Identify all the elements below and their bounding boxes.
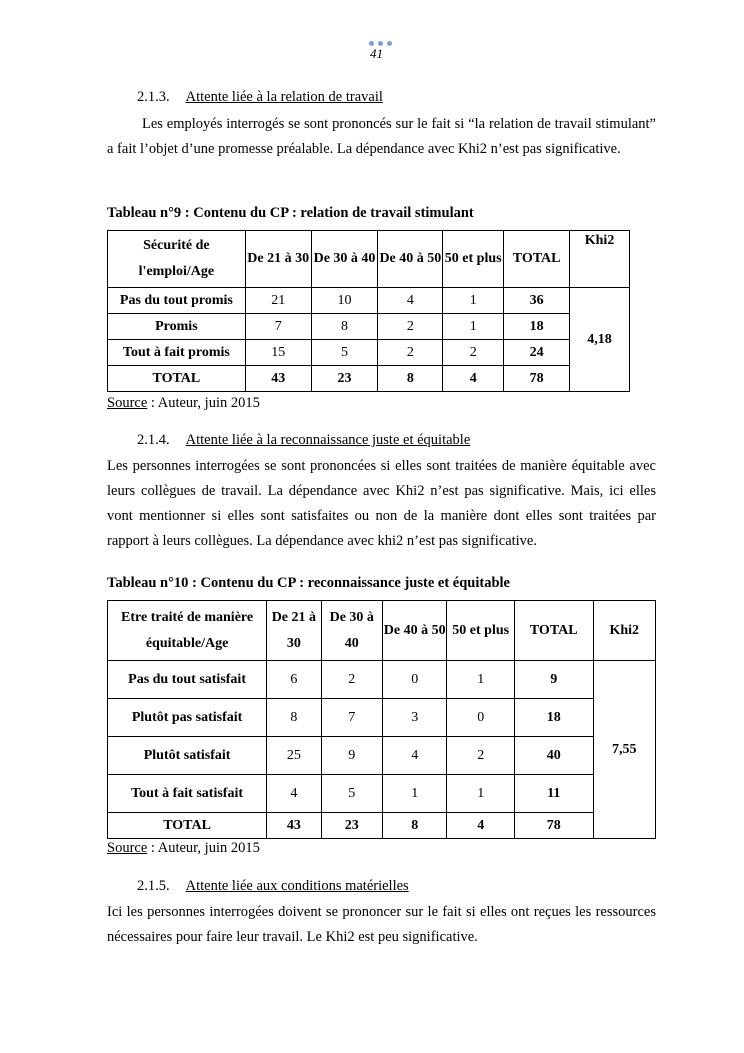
table-9-caption: Tableau n°9 : Contenu du CP : relation de travail stimulant	[107, 205, 474, 221]
header-cell: De 30 à 40	[311, 231, 378, 288]
header-cell: TOTAL	[514, 601, 593, 661]
row-label: TOTAL	[108, 813, 267, 839]
table-9-source	[107, 395, 260, 412]
table-cell: 1	[443, 288, 504, 314]
source-label: Source	[107, 840, 148, 856]
table-10-source	[107, 840, 260, 857]
table-cell: 2	[378, 314, 443, 340]
table-row	[108, 699, 656, 737]
khi2-value: 7,55	[593, 661, 656, 839]
table-cell: 23	[311, 366, 378, 392]
table-cell: 1	[447, 661, 514, 699]
table-cell: 0	[447, 699, 514, 737]
table-row	[108, 340, 630, 366]
table-cell: 0	[382, 661, 446, 699]
table-cell: 4	[443, 366, 504, 392]
row-label: Plutôt pas satisfait	[108, 699, 267, 737]
section-paragraph-2-1-5: Ici les personnes interrogées doivent se prononcer sur le fait si elles ont reçues les ressources nécessaires pour faire leur travail. Le Khi2 est peu significative.	[107, 904, 656, 945]
section-number: 2.1.3.	[137, 89, 170, 105]
source-text: : Auteur, juin 2015	[147, 840, 260, 856]
header-cell: De 40 à 50	[382, 601, 446, 661]
table-total-row	[108, 366, 630, 392]
table-10-caption: Tableau n°10 : Contenu du CP : reconnaissance juste et équitable	[107, 575, 510, 591]
table-cell: 2	[378, 340, 443, 366]
section-heading-2-1-3	[137, 89, 383, 106]
table-cell: 6	[267, 661, 321, 699]
section-number: 2.1.4.	[137, 432, 170, 448]
table-row	[108, 775, 656, 813]
table-cell: 23	[321, 813, 382, 839]
table-cell: 2	[321, 661, 382, 699]
table-cell: 43	[245, 366, 311, 392]
table-cell: 7	[321, 699, 382, 737]
row-total: 40	[514, 737, 593, 775]
table-cell: 1	[382, 775, 446, 813]
row-label: Plutôt satisfait	[108, 737, 267, 775]
row-label: Tout à fait satisfait	[108, 775, 267, 813]
table-cell: 2	[447, 737, 514, 775]
row-total: 18	[504, 314, 570, 340]
section-title: Attente liée à la reconnaissance juste et équitable	[185, 432, 471, 448]
row-total: 78	[514, 813, 593, 839]
header-cell: Etre traité de manière équitable/Age	[108, 601, 267, 661]
section-heading-2-1-4	[137, 432, 470, 449]
row-total: 11	[514, 775, 593, 813]
header-cell: De 21 à 30	[245, 231, 311, 288]
table-cell: 8	[311, 314, 378, 340]
row-label: Tout à fait promis	[108, 340, 246, 366]
section-title: Attente liée à la relation de travail	[185, 89, 383, 105]
table-cell: 1	[447, 775, 514, 813]
table-cell: 2	[443, 340, 504, 366]
table-cell: 7	[245, 314, 311, 340]
table-cell: 21	[245, 288, 311, 314]
table-row	[108, 737, 656, 775]
table-cell: 4	[447, 813, 514, 839]
table-cell: 1	[443, 314, 504, 340]
row-label: TOTAL	[108, 366, 246, 392]
section-number: 2.1.5.	[137, 878, 170, 894]
table-cell: 4	[378, 288, 443, 314]
table-cell: 8	[267, 699, 321, 737]
page-number: 41	[370, 46, 383, 61]
header-cell: De 30 à 40	[321, 601, 382, 661]
table-header-row	[108, 231, 630, 288]
row-label: Promis	[108, 314, 246, 340]
table-cell: 5	[321, 775, 382, 813]
header-cell: 50 et plus	[443, 231, 504, 288]
table-cell: 4	[382, 737, 446, 775]
header-cell: 50 et plus	[447, 601, 514, 661]
row-total: 36	[504, 288, 570, 314]
section-title: Attente liée aux conditions matérielles	[185, 878, 409, 894]
table-cell: 4	[267, 775, 321, 813]
header-cell: De 21 à 30	[267, 601, 321, 661]
table-header-row	[108, 601, 656, 661]
row-total: 9	[514, 661, 593, 699]
row-label: Pas du tout promis	[108, 288, 246, 314]
header-cell: Sécurité de l'emploi/Age	[108, 231, 246, 288]
header-cell-khi2: Khi2	[593, 601, 656, 661]
row-total: 78	[504, 366, 570, 392]
table-row	[108, 288, 630, 314]
table-cell: 9	[321, 737, 382, 775]
table-row	[108, 314, 630, 340]
table-cell: 8	[378, 366, 443, 392]
table-total-row	[108, 813, 656, 839]
table-10	[107, 600, 656, 839]
table-cell: 3	[382, 699, 446, 737]
header-cell: De 40 à 50	[378, 231, 443, 288]
header-cell-khi2: Khi2	[570, 231, 630, 288]
table-cell: 25	[267, 737, 321, 775]
header-cell: TOTAL	[504, 231, 570, 288]
section-paragraph-2-1-3: Les employés interrogés se sont prononcés sur le fait si “la relation de travail stimulant” a fait l’objet d’une promesse préalable. La dépendance avec Khi2 n’est pas significative.	[107, 116, 656, 157]
table-cell: 15	[245, 340, 311, 366]
khi2-value: 4,18	[570, 288, 630, 392]
section-paragraph-2-1-4: Les personnes interrogées se sont prononcées si elles sont traitées de manière équitable avec leurs collègues de travail. La dépendance avec Khi2 n’est pas significative. Mais, ici elles vont mentionner si elles sont satisfaites ou non de la manière dont elles sont traitées par rapport à leurs collègues. La dépendance avec khi2 n’est pas significative.	[107, 458, 656, 549]
row-total: 18	[514, 699, 593, 737]
row-total: 24	[504, 340, 570, 366]
table-cell: 5	[311, 340, 378, 366]
table-row	[108, 661, 656, 699]
table-cell: 43	[267, 813, 321, 839]
section-heading-2-1-5	[137, 878, 409, 895]
table-9	[107, 230, 630, 392]
row-label: Pas du tout satisfait	[108, 661, 267, 699]
table-cell: 10	[311, 288, 378, 314]
source-label: Source	[107, 395, 148, 411]
source-text: : Auteur, juin 2015	[147, 395, 260, 411]
table-cell: 8	[382, 813, 446, 839]
